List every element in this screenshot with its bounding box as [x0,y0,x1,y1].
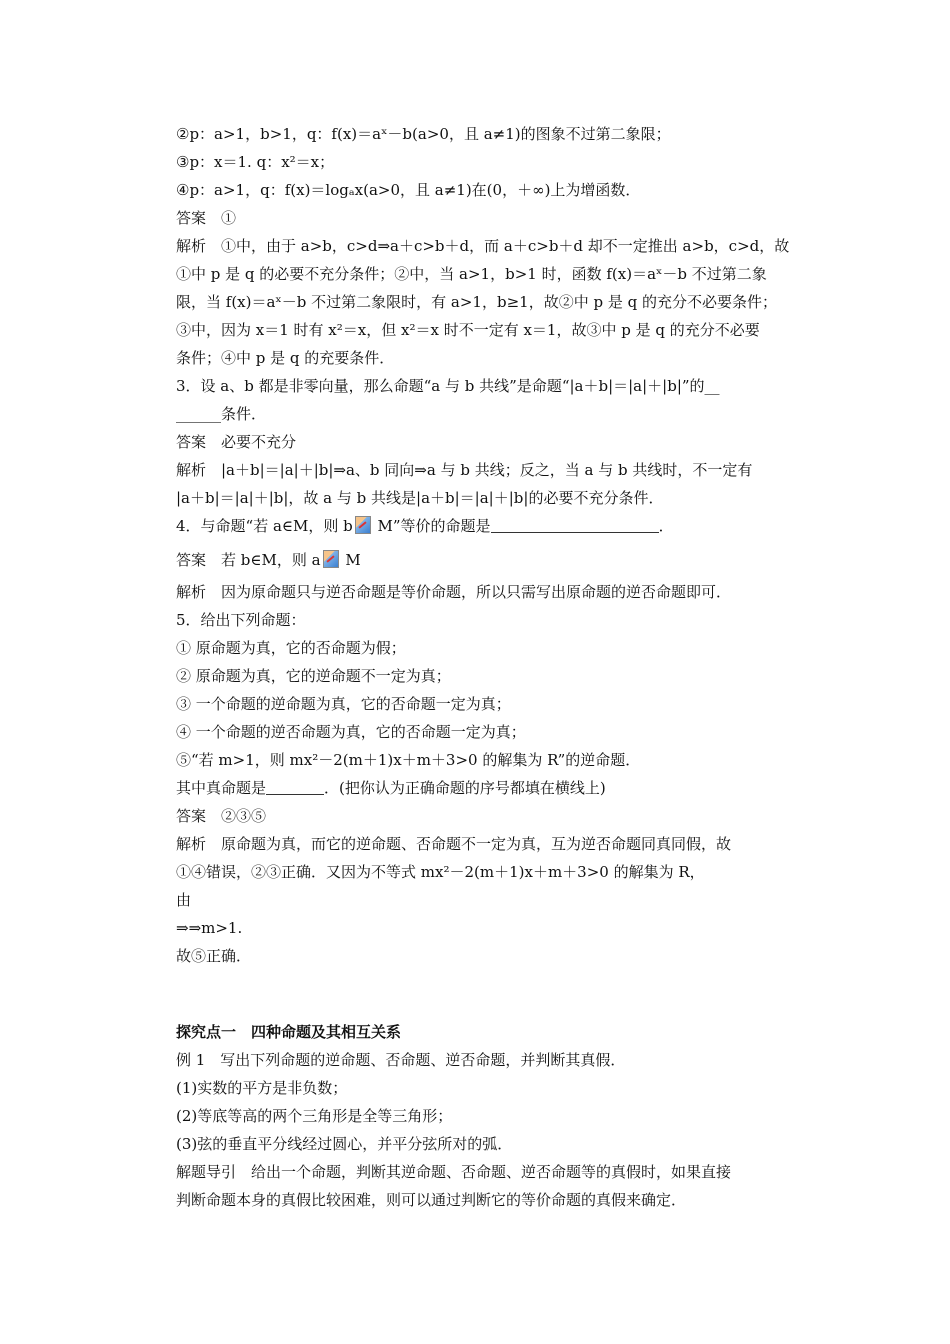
text-line: ③p：x＝1. q：x²＝x； [176,153,335,171]
text-line: ④p：a>1，q：f(x)＝logₐx(a>0，且 a≠1)在(0，＋∞)上为增函数． [176,181,641,199]
question-3: 3．设 a、b 都是非零向量，那么命题“a 与 b 共线”是命题“|a＋b|＝|a|＋|b|”的__ [176,377,720,395]
question-5: 5．给出下列命题： [176,611,306,629]
example-title: 例 1 写出下列命题的逆命题、否命题、逆否命题，并判断其真假． [176,1051,626,1069]
text-line: 故⑤正确． [176,947,252,965]
analysis-line: 解析 因为原命题只与逆否命题是等价命题，所以只需写出原命题的逆否命题即可． [176,583,732,601]
text-line: ①中 p 是 q 的必要不充分条件；②中，当 a>1，b>1 时，函数 f(x)＝aˣ－b 不过第二象 [176,265,767,283]
analysis-line: 解析 |a＋b|＝|a|＋|b|⇒a、b 同向⇒a 与 b 共线；反之，当 a 与 b 共线时，不一定有 [176,461,753,479]
list-item: (1)实数的平方是非负数； [176,1079,348,1097]
text-line: 条件；④中 p 是 q 的充要条件． [176,349,395,367]
text-line: |a＋b|＝|a|＋|b|，故 a 与 b 共线是|a＋b|＝|a|＋|b|的必要不充分条件． [176,489,664,507]
list-item: (2)等底等高的两个三角形是全等三角形； [176,1107,453,1125]
answer-text-end: M [340,551,361,569]
answer-line [176,550,816,570]
not-element-of-icon [355,516,371,534]
section-heading: 探究点一 四种命题及其相互关系 [176,1023,402,1041]
text-line: ①④错误，②③正确．又因为不等式 mx²－2(m＋1)x＋m＋3>0 的解集为 R， [176,863,705,881]
answer-text-start: 答案 若 b∈M，则 a [176,551,321,569]
text-line: 由 [176,891,192,909]
answer-line: 答案 ②③⑤ [176,807,267,825]
answer-line: 答案 必要不充分 [176,433,297,451]
list-item: ⑤“若 m>1，则 mx²－2(m＋1)x＋m＋3>0 的解集为 R”的逆命题． [176,751,641,769]
not-element-of-icon [323,550,339,568]
text-line: 判断命题本身的真假比较困难，则可以通过判断它的等价命题的真假来确定． [176,1191,687,1209]
list-item: ② 原命题为真，它的逆命题不一定为真； [176,667,451,685]
answer-blank [266,780,324,795]
q4-text-start: 4．与命题“若 a∈M，则 b [176,517,353,535]
list-item: ① 原命题为真，它的否命题为假； [176,639,406,657]
list-item: ④ 一个命题的逆否命题为真，它的否命题一定为真； [176,723,526,741]
question-4 [176,516,816,536]
analysis-line: 解析 原命题为真，而它的逆命题、否命题不一定为真，互为逆否命题同真同假，故 [176,835,732,853]
text-line: ②p：a>1，b>1，q：f(x)＝aˣ－b(a>0，且 a≠1)的图象不过第二象限； [176,125,671,143]
text-line: ③中，因为 x＝1 时有 x²＝x，但 x²＝x 时不一定有 x＝1，故③中 p 是 q 的充分不必要 [176,321,760,339]
analysis-line: 解析 ①中，由于 a>b，c>d⇒a＋c>b＋d，而 a＋c>b＋d 却不一定推出 a>b，c>d，故 [176,237,790,255]
question-5-prompt [176,778,816,798]
text-line: ______条件． [176,405,267,423]
q4-text-mid: M”等价的命题是 [372,517,491,535]
list-item: ③ 一个命题的逆命题为真，它的否命题一定为真； [176,695,511,713]
answer-blank [491,518,659,533]
text-line: ⇒⇒m>1. [176,919,243,937]
list-item: (3)弦的垂直平分线经过圆心，并平分弦所对的弧． [176,1135,513,1153]
prompt-text-end: ．(把你认为正确命题的序号都填在横线上) [324,779,606,797]
prompt-text-start: 其中真命题是 [176,779,267,797]
text-line: 限，当 f(x)＝aˣ－b 不过第二象限时，有 a>1，b≥1，故②中 p 是 q 的充分不必要条件； [176,293,777,311]
guide-line: 解题导引 给出一个命题，判断其逆命题、否命题、逆否命题等的真假时，如果直接 [176,1163,732,1181]
q4-text-end: ． [658,517,674,535]
answer-line: 答案 ① [176,209,237,227]
